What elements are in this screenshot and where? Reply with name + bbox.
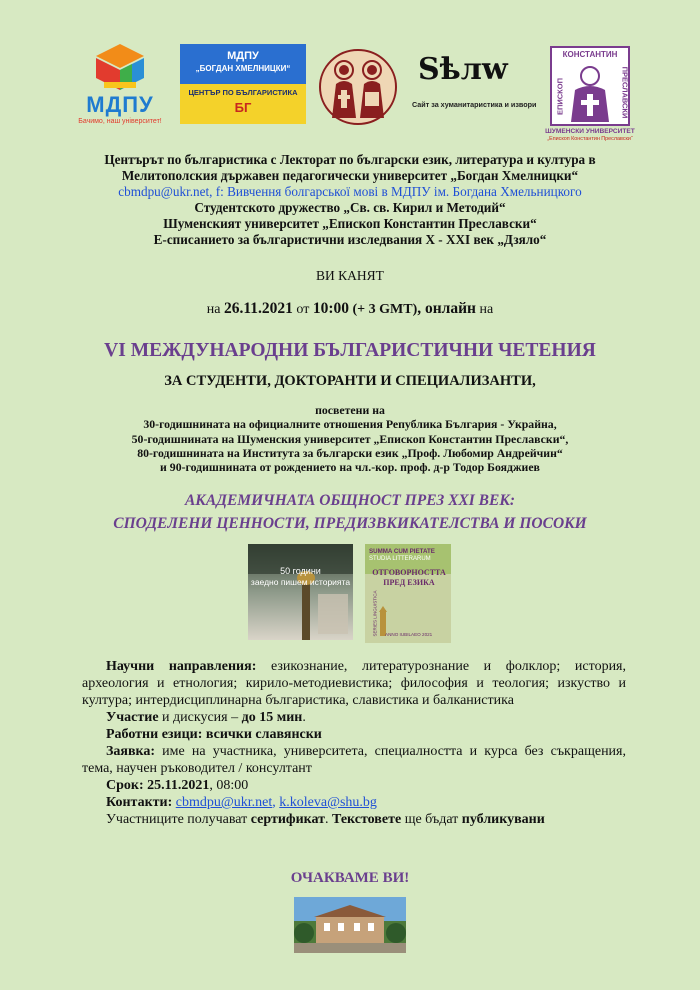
shu-frame: [550, 46, 630, 126]
book-cover-1-image: [248, 544, 353, 640]
dzyalo-logo-name: Sѣлw: [418, 52, 508, 87]
book1-text-2: заедно пишем историята: [250, 577, 351, 587]
saints-cyril-methodius-logo: [318, 48, 398, 126]
dedication-block: [0, 403, 700, 474]
book-cover-50-years: [248, 544, 353, 640]
deadline-label: Срок: 25.11.2021: [106, 778, 210, 793]
book-covers: [248, 544, 454, 644]
book-cover-responsibility: [365, 544, 451, 643]
contact-email-1-link[interactable]: cbmdpu@ukr.net: [175, 795, 273, 810]
cert-pre: Участниците получават: [106, 812, 251, 827]
shu-bottom-text2: „Епископ Константин Преславски“: [547, 136, 633, 142]
saints-icon: [318, 48, 398, 126]
dedication-item-3: 80-годишнината на Института за български език „Проф. Любомир Андрейчин“: [137, 445, 563, 460]
header-facebook-link[interactable]: Вивчення болгарської мові в МДПУ ім. Богдана Хмельницкого: [227, 184, 582, 199]
organizers-line-4: Студентското дружество „Св. св. Кирил и Методий“: [194, 200, 506, 215]
closing-text: ОЧАКВАМЕ ВИ!: [290, 870, 410, 886]
directions-text: езикознание, литературознание и фолклор; история, археология и етнология; кирило-методиевистика; философия и теология; изкуство и култура; интердисциплинарна българистика, славистика и балканистика: [82, 659, 626, 708]
directions-label: Научни направления:: [106, 659, 257, 674]
organizers-line-5: Шуменският университет „Епископ Константин Преславски“: [163, 216, 537, 231]
mdpu-logo: [74, 42, 166, 132]
mdpu-logo-slogan: Бачимо, наш університет!: [78, 118, 162, 125]
published-word: публикувани: [461, 812, 545, 827]
when-pre: на: [206, 302, 224, 317]
book2-series-2: STUDIA LITTERARUM: [369, 556, 431, 562]
texts-mid: ще бъдат: [401, 812, 462, 827]
participation: [82, 709, 626, 726]
cert-word: сертификат: [250, 812, 326, 827]
shu-bottom-text: ШУМЕНСКИ УНИВЕРСИТЕТ: [545, 128, 635, 135]
organizers-line-1: Центърът по българистика с Лекторат по български език, литература и култура в: [104, 152, 596, 167]
theme-line-2: СПОДЕЛЕНИ ЦЕННОСТИ, ПРЕДИЗВКИКАТЕЛСТВА И ПОСОКИ: [113, 515, 587, 532]
application-label: Заявка:: [106, 744, 156, 759]
book2-title-1: ОТГОВОРНОСТТА: [372, 568, 446, 577]
center-logo: [180, 44, 306, 124]
center-logo-line: ЦЕНТЪР ПО БЪЛГАРИСТИКА: [188, 88, 298, 97]
campus-photo-image: [294, 897, 406, 953]
dzyalo-logo: [412, 52, 552, 122]
research-directions: [82, 658, 626, 709]
mdpu-logo-name: МДПУ: [86, 92, 154, 117]
event-time: 10:00: [312, 300, 349, 317]
shu-bishop-icon: [565, 62, 615, 124]
invite-text: ВИ КАНЯТ: [316, 268, 384, 283]
texts-word: Текстовете: [332, 812, 402, 827]
event-date: 26.11.2021: [223, 300, 293, 317]
organizers-line-2: Мелитополския държавен педагогически университет „Богдан Хмелницки“: [121, 168, 579, 183]
book1-text-1: 50 години: [280, 566, 321, 576]
logos-row: [74, 42, 634, 142]
participation-end: .: [302, 710, 306, 725]
participation-value: до 15 мин: [241, 710, 303, 725]
center-logo-name2: „БОГДАН ХМЕЛНИЦКИ“: [195, 64, 291, 73]
certificate-publishing: [82, 811, 626, 828]
shumen-university-logo: [546, 46, 634, 142]
shu-top-text: КОНСТАНТИН: [562, 50, 618, 59]
campus-photo: [294, 897, 406, 953]
book2-series-1: SUMMA CUM PIETATE: [369, 548, 435, 555]
contacts: [82, 794, 626, 811]
event-timezone: (+ 3 GMT): [349, 302, 418, 317]
application: [82, 743, 626, 777]
book2-title-2: ПРЕД ЕЗИКА: [383, 578, 435, 587]
event-online: , онлайн: [417, 300, 476, 317]
details-block: [82, 658, 626, 828]
organizers-contact-line: [40, 184, 660, 200]
shu-left-text: ЕПИСКОП: [555, 78, 565, 116]
application-text: име на участника, университета, специалността и курса без съкращения, тема, научен ръководител / консултант: [82, 744, 626, 776]
header-fb-prefix: , f:: [209, 184, 228, 199]
contacts-label: Контакти:: [106, 795, 176, 810]
shu-right-text: ПРЕСЛАВСКИ: [620, 66, 630, 119]
when-mid: от: [292, 302, 313, 317]
participation-mid: и дискусия –: [158, 710, 242, 725]
deadline: [82, 777, 626, 794]
dzyalo-logo-tagline: Сайт за хуманитаристика и извори: [412, 100, 537, 109]
dedication-item-2: 50-годишнината на Шуменския университет „Епископ Константин Преславски“,: [131, 431, 569, 446]
working-languages: [82, 726, 626, 743]
deadline-time: , 08:00: [209, 778, 249, 793]
book2-side: SERIES LINGUISTICA: [372, 590, 378, 637]
event-subtitle: ЗА СТУДЕНТИ, ДОКТОРАНТИ И СПЕЦИАЛИЗАНТИ,: [164, 373, 536, 389]
center-logo-bg: БГ: [234, 100, 252, 115]
event-datetime: [0, 300, 700, 318]
event-title: VI МЕЖДУНАРОДНИ БЪЛГАРИСТИЧНИ ЧЕТЕНИЯ: [104, 340, 596, 361]
languages-text: Работни езици: всички славянски: [106, 727, 322, 742]
book2-year: ANNO IUBILAEO 2021: [385, 632, 433, 637]
organizers-line-6: Е-списанието за българистични изследвания X - XXI век „Дзяло“: [153, 232, 547, 247]
dedication-item-1: 30-годишнината на официалните отношения Република България - Украйна,: [143, 417, 557, 432]
cert-mid: .: [325, 812, 333, 827]
participation-label: Участие: [106, 710, 159, 725]
contact-email-2-link[interactable]: k.koleva@shu.bg: [279, 795, 377, 810]
contact-sep: ,: [272, 795, 280, 810]
header-email-link[interactable]: cbmdpu@ukr.net: [118, 184, 210, 199]
theme-line-1: АКАДЕМИЧНАТА ОБЩНОСТ ПРЕЗ XXI ВЕК:: [184, 492, 516, 509]
center-logo-name: МДПУ: [227, 50, 259, 62]
dedication-intro: посветени на: [315, 403, 385, 417]
dedication-item-4: и 90-годишнината от рождението на чл.-кор. проф. д-р Тодор Бояджиев: [160, 460, 540, 475]
when-post: на: [476, 302, 494, 317]
